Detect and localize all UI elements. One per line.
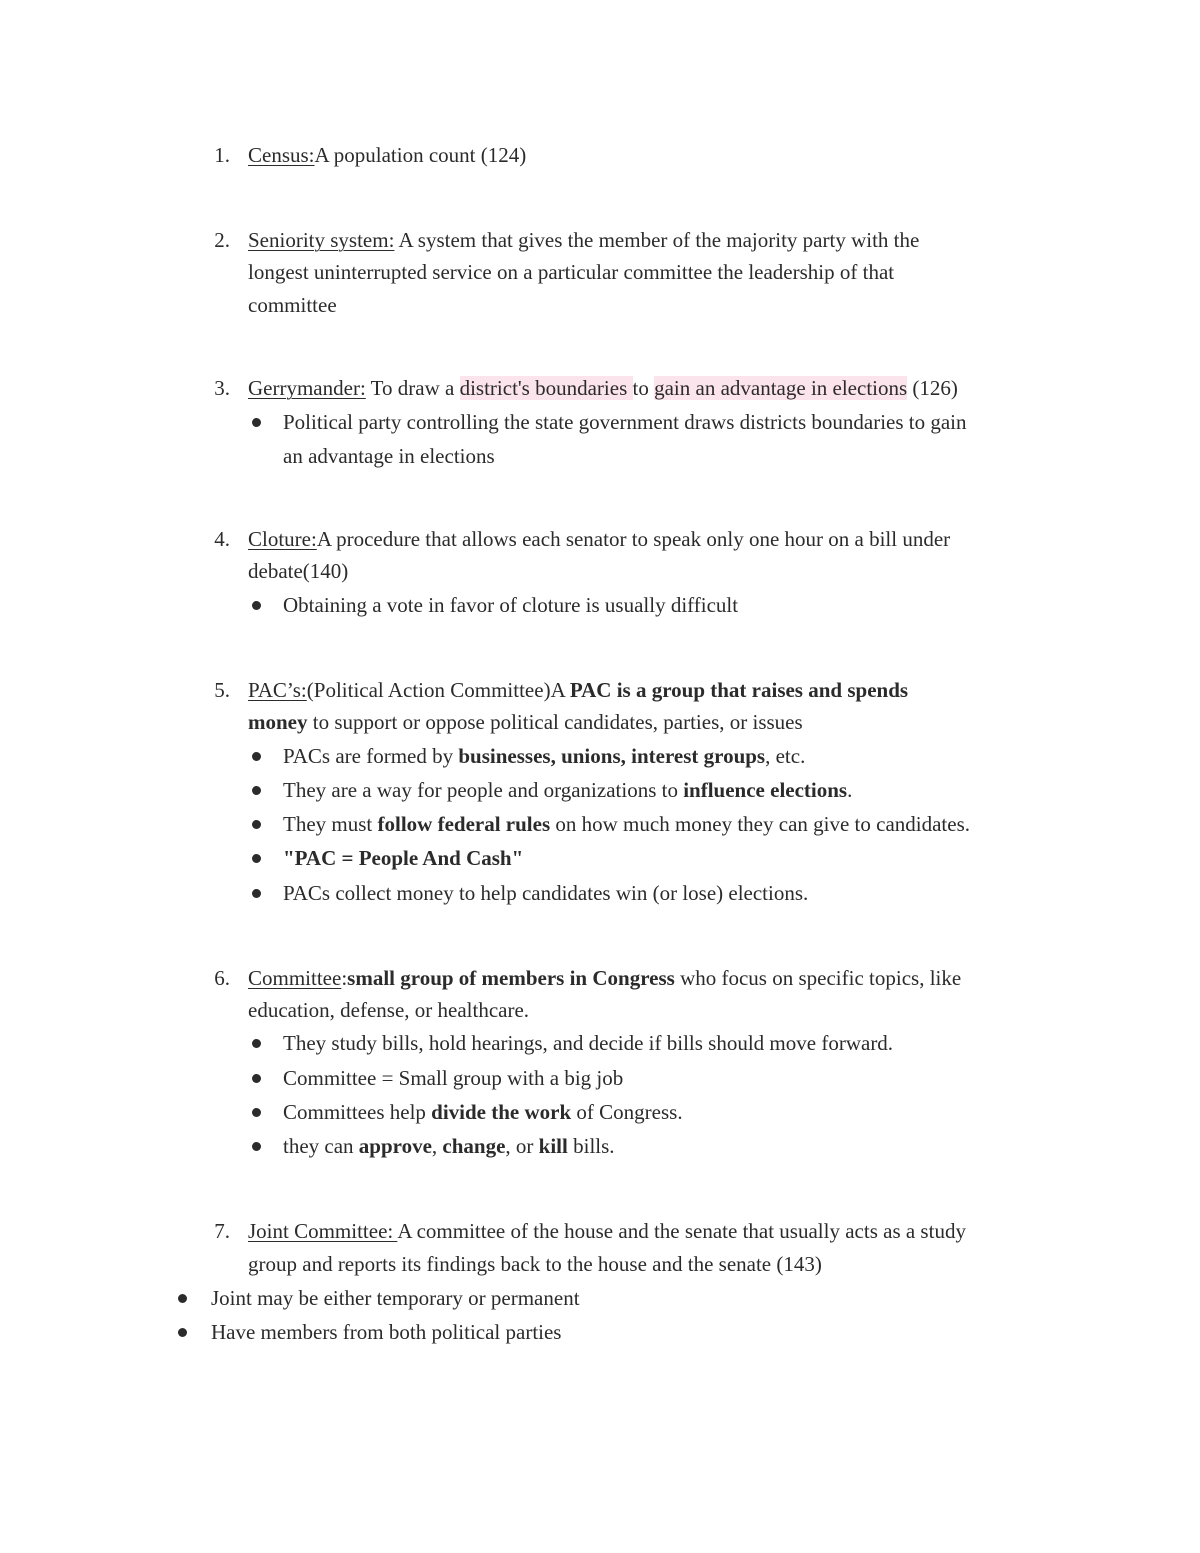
definition-line: education, defense, or healthcare. bbox=[248, 998, 530, 1022]
bullet-text: Political party controlling the state government draws districts boundaries to gain bbox=[283, 410, 967, 434]
definition-bold: small group of members in Congress bbox=[347, 966, 675, 990]
bullet-text: Have members from both political parties bbox=[211, 1320, 562, 1344]
term-gerrymander: Gerrymander: bbox=[248, 376, 366, 400]
item-number: 4. bbox=[214, 527, 230, 551]
term-pacs: PAC’s: bbox=[248, 678, 307, 702]
bullet-text: Obtaining a vote in favor of cloture is usually difficult bbox=[283, 593, 739, 617]
definition-census: A population count (124) bbox=[314, 143, 527, 167]
definition-text: (Political Action Committee)A bbox=[306, 678, 570, 702]
bullet-text: PACs are formed by businesses, unions, interest groups, etc. bbox=[283, 744, 806, 768]
definition-text: To draw a bbox=[365, 376, 460, 400]
bullet-dot-icon bbox=[252, 1142, 261, 1151]
term-committee: Committee bbox=[248, 966, 342, 990]
bullet-dot-icon bbox=[252, 752, 261, 761]
definition-line: debate(140) bbox=[248, 559, 349, 583]
item-number: 5. bbox=[214, 678, 230, 702]
term-seniority-system: Seniority system: bbox=[248, 228, 395, 252]
highlighted-text: gain an advantage in elections bbox=[654, 376, 908, 400]
bullet-text: they can approve, change, or kill bills. bbox=[283, 1134, 615, 1158]
bullet-text: PACs collect money to help candidates win (or lose) elections. bbox=[283, 881, 809, 905]
bullet-dot-icon bbox=[178, 1328, 187, 1337]
bullet-text: They are a way for people and organizations to influence elections. bbox=[283, 778, 853, 802]
definition-text: A procedure that allows each senator to speak only one hour on a bill under bbox=[316, 527, 951, 551]
definition-line: committee bbox=[248, 293, 337, 317]
definition-bold: PAC bbox=[569, 678, 612, 702]
definition-text: A committee of the house and the senate that usually acts as a study bbox=[397, 1219, 966, 1243]
bullet-dot-icon bbox=[178, 1294, 187, 1303]
bullet-dot-icon bbox=[252, 1074, 261, 1083]
bullet-dot-icon bbox=[252, 854, 261, 863]
bullet-text: They must follow federal rules on how much money they can give to candidates. bbox=[283, 812, 971, 836]
definition-line: group and reports its findings back to the house and the senate (143) bbox=[248, 1252, 822, 1276]
item-number: 2. bbox=[214, 228, 230, 252]
item-number: 3. bbox=[214, 376, 230, 400]
definition-bold: money bbox=[248, 710, 308, 734]
item-number: 1. bbox=[214, 143, 230, 167]
definition-line: A system that gives the member of the majority party with the bbox=[394, 228, 920, 252]
item-number: 6. bbox=[214, 966, 230, 990]
item-number: 7. bbox=[214, 1219, 230, 1243]
definition-bold: is a group that raises and spends bbox=[616, 678, 909, 702]
bullet-text: an advantage in elections bbox=[283, 444, 495, 468]
definition-line: longest uninterrupted service on a particular committee the leadership of that bbox=[248, 260, 895, 284]
bullet-dot-icon bbox=[252, 601, 261, 610]
bullet-dot-icon bbox=[252, 1108, 261, 1117]
bullet-text: Joint may be either temporary or permanent bbox=[211, 1286, 580, 1310]
bullet-text: They study bills, hold hearings, and decide if bills should move forward. bbox=[283, 1031, 894, 1055]
bullet-text: Committee = Small group with a big job bbox=[283, 1066, 624, 1090]
bullet-text: Committees help divide the work of Congress. bbox=[283, 1100, 683, 1124]
bullet-text: "PAC = People And Cash" bbox=[283, 846, 524, 870]
definition-text: to bbox=[632, 376, 655, 400]
definition-text: : bbox=[341, 966, 348, 990]
term-cloture: Cloture: bbox=[248, 527, 317, 551]
term-joint-committee: Joint Committee: bbox=[248, 1219, 398, 1243]
bullet-dot-icon bbox=[252, 820, 261, 829]
bullet-dot-icon bbox=[252, 1039, 261, 1048]
highlighted-text: district's boundaries bbox=[459, 376, 633, 400]
definition-text: to support or oppose political candidates, parties, or issues bbox=[307, 710, 803, 734]
definition-text: who focus on specific topics, like bbox=[674, 966, 962, 990]
bullet-dot-icon bbox=[252, 786, 261, 795]
bullet-dot-icon bbox=[252, 418, 261, 427]
definition-text: (126) bbox=[907, 376, 958, 400]
term-census: Census: bbox=[248, 143, 315, 167]
bullet-dot-icon bbox=[252, 889, 261, 898]
